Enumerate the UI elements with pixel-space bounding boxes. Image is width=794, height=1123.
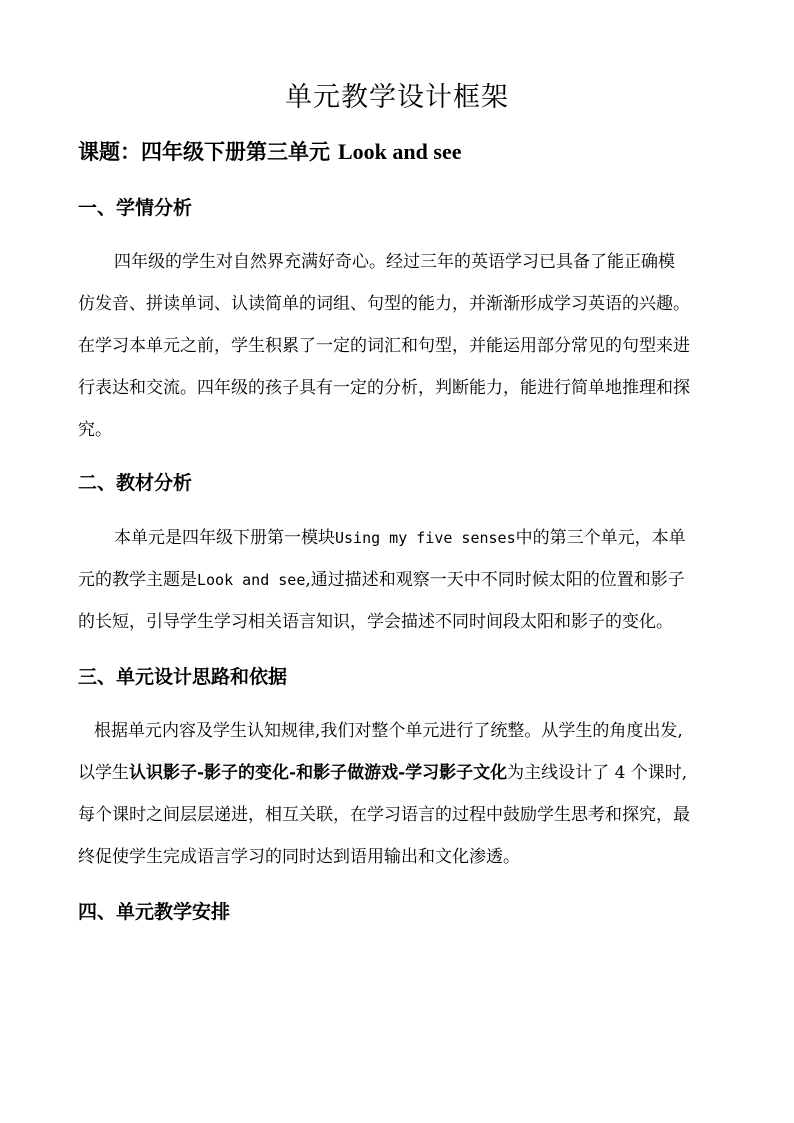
unit-theme: Look and see bbox=[197, 571, 306, 589]
paragraph-line: 的长短，引导学生学习相关语言知识，学会描述不同时间段太阳和影子的变化。 bbox=[78, 612, 673, 632]
section-heading-textbook-analysis: 二、教材分析 bbox=[78, 472, 193, 494]
section-body-learner-analysis bbox=[78, 241, 754, 451]
paragraph-line: 行表达和交流。四年级的孩子具有一定的分析，判断能力，能进行简单地推理和探 bbox=[78, 378, 690, 398]
lesson-subject bbox=[78, 134, 461, 170]
main-thread-text: 认识影子-影子的变化-和影子做游戏-学习影子文化 bbox=[129, 763, 508, 783]
text-run: 中的第三个单元，本单 bbox=[515, 528, 686, 548]
paragraph-line bbox=[78, 559, 754, 601]
paragraph-line: 四年级的学生对自然界充满好奇心。经过三年的英语学习已具备了能正确模 bbox=[114, 252, 675, 272]
text-run: 以学生 bbox=[78, 763, 129, 783]
paragraph-line: 在学习本单元之前，学生积累了一定的词汇和句型，并能运用部分常见的句型来进 bbox=[78, 336, 690, 356]
text-run: 为主线设计了 4 个课时, bbox=[507, 763, 688, 783]
paragraph-line bbox=[78, 517, 754, 559]
paragraph-line: 根据单元内容及学生认知规律,我们对整个单元进行了统整。从学生的角度出发, bbox=[94, 721, 683, 741]
paragraph-line: 每个课时之间层层递进，相互关联，在学习语言的过程中鼓励学生思考和探究，最 bbox=[78, 805, 690, 825]
section-body-textbook-analysis bbox=[78, 517, 754, 643]
paragraph-line bbox=[78, 752, 754, 794]
text-run: 元的教学主题是 bbox=[78, 570, 197, 590]
subject-prefix: 课题：四年级下册第三单元 bbox=[78, 139, 330, 164]
subject-english-title: Look and see bbox=[338, 139, 462, 164]
page-title: 单元教学设计框架 bbox=[285, 82, 509, 113]
section-body-design-rationale bbox=[78, 710, 754, 878]
section-heading-teaching-schedule: 四、单元教学安排 bbox=[78, 901, 231, 923]
module-name: Using my five senses bbox=[335, 529, 516, 547]
text-run: ,通过描述和观察一天中不同时候太阳的位置和影子 bbox=[305, 570, 685, 590]
paragraph-line: 仿发音、拼读单词、认读简单的词组、句型的能力，并渐渐形成学习英语的兴趣。 bbox=[78, 294, 690, 314]
section-heading-learner-analysis: 一、学情分析 bbox=[78, 197, 193, 219]
section-heading-design-rationale: 三、单元设计思路和依据 bbox=[78, 666, 288, 688]
text-run: 本单元是四年级下册第一模块 bbox=[114, 528, 335, 548]
paragraph-line: 终促使学生完成语言学习的同时达到语用输出和文化渗透。 bbox=[78, 847, 520, 867]
paragraph-line: 究。 bbox=[78, 420, 112, 440]
